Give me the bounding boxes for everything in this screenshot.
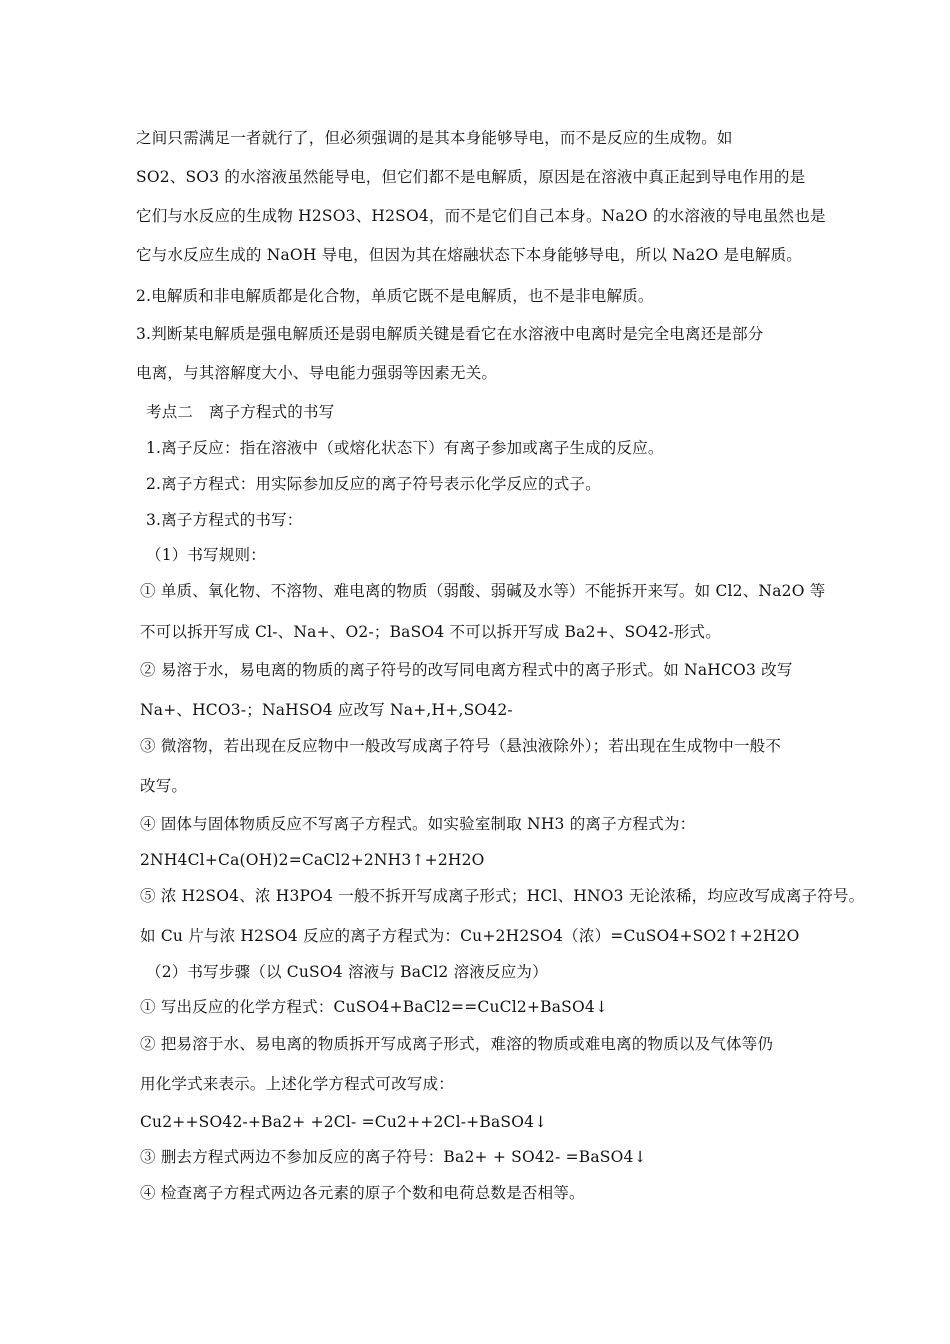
section-heading: 考点二 离子方程式的书写 (146, 403, 335, 421)
text-line: 它们与水反应的生成物 H2SO3、H2SO4，而不是它们自己本身。Na2O 的水溶液的导电虽然也是 (136, 207, 826, 225)
text-line: 2.离子方程式：用实际参加反应的离子符号表示化学反应的式子。 (146, 475, 601, 493)
text-line: ⑤ 浓 H2SO4、浓 H3PO4 一般不拆开写成离子形式；HCl、HNO3 无论浓稀，均应改写成离子符号。 (140, 887, 865, 905)
text-line: ④ 检查离子方程式两边各元素的原子个数和电荷总数是否相等。 (140, 1184, 585, 1202)
text-line: 3.离子方程式的书写： (146, 511, 303, 529)
equation-line: Cu2++SO42-+Ba2+ +2Cl- =Cu2++2Cl-+BaSO4↓ (140, 1113, 548, 1131)
text-line: 3.判断某电解质是强电解质还是弱电解质关键是看它在水溶液中电离时是完全电离还是部分 (136, 325, 764, 343)
text-line: ③ 删去方程式两边不参加反应的离子符号：Ba2+ + SO42- =BaSO4↓ (140, 1148, 647, 1166)
subsection-heading: （1）书写规则： (146, 546, 266, 564)
text-line: ③ 微溶物，若出现在反应物中一般改写成离子符号（悬浊液除外）；若出现在生成物中一般不 (140, 737, 782, 755)
text-line: 如 Cu 片与浓 H2SO4 反应的离子方程式为：Cu+2H2SO4（浓）=CuSO4+SO2↑+2H2O (140, 927, 800, 945)
text-line: ② 易溶于水，易电离的物质的离子符号的改写同电离方程式中的离子形式。如 NaHCO3 改写 (140, 661, 793, 679)
text-line: 之间只需满足一者就行了，但必须强调的是其本身能够导电，而不是反应的生成物。如 (136, 129, 733, 147)
text-line: 1.离子反应：指在溶液中（或熔化状态下）有离子参加或离子生成的反应。 (146, 439, 664, 457)
text-line: 不可以拆开写成 Cl-、Na+、O2-；BaSO4 不可以拆开写成 Ba2+、SO42-形式。 (140, 623, 721, 641)
text-line: ① 单质、氧化物、不溶物、难电离的物质（弱酸、弱碱及水等）不能拆开来写。如 Cl2、Na2O 等 (140, 582, 826, 600)
text-line: 电离，与其溶解度大小、导电能力强弱等因素无关。 (136, 364, 498, 382)
text-line: 它与水反应生成的 NaOH 导电，但因为其在熔融状态下本身能够导电，所以 Na2O 是电解质。 (136, 246, 803, 264)
text-line: ② 把易溶于水、易电离的物质拆开写成离子形式，难溶的物质或难电离的物质以及气体等仍 (140, 1035, 774, 1053)
text-line: 2.电解质和非电解质都是化合物，单质它既不是电解质，也不是非电解质。 (136, 287, 654, 305)
text-line: ① 写出反应的化学方程式：CuSO4+BaCl2==CuCl2+BaSO4↓ (140, 998, 609, 1016)
text-line: 用化学式来表示。上述化学方程式可改写成： (140, 1075, 455, 1093)
text-line: ④ 固体与固体物质反应不写离子方程式。如实验室制取 NH3 的离子方程式为： (140, 815, 696, 833)
text-line: 改写。 (140, 777, 188, 795)
text-line: Na+、HCO3-；NaHSO4 应改写 Na+,H+,SO42- (140, 701, 513, 719)
subsection-heading: （2）书写步骤（以 CuSO4 溶液与 BaCl2 溶液反应为） (146, 963, 548, 981)
equation-line: 2NH4Cl+Ca(OH)2=CaCl2+2NH3↑+2H2O (140, 851, 485, 869)
text-line: SO2、SO3 的水溶液虽然能导电，但它们都不是电解质，原因是在溶液中真正起到导电作用的是 (136, 168, 806, 186)
